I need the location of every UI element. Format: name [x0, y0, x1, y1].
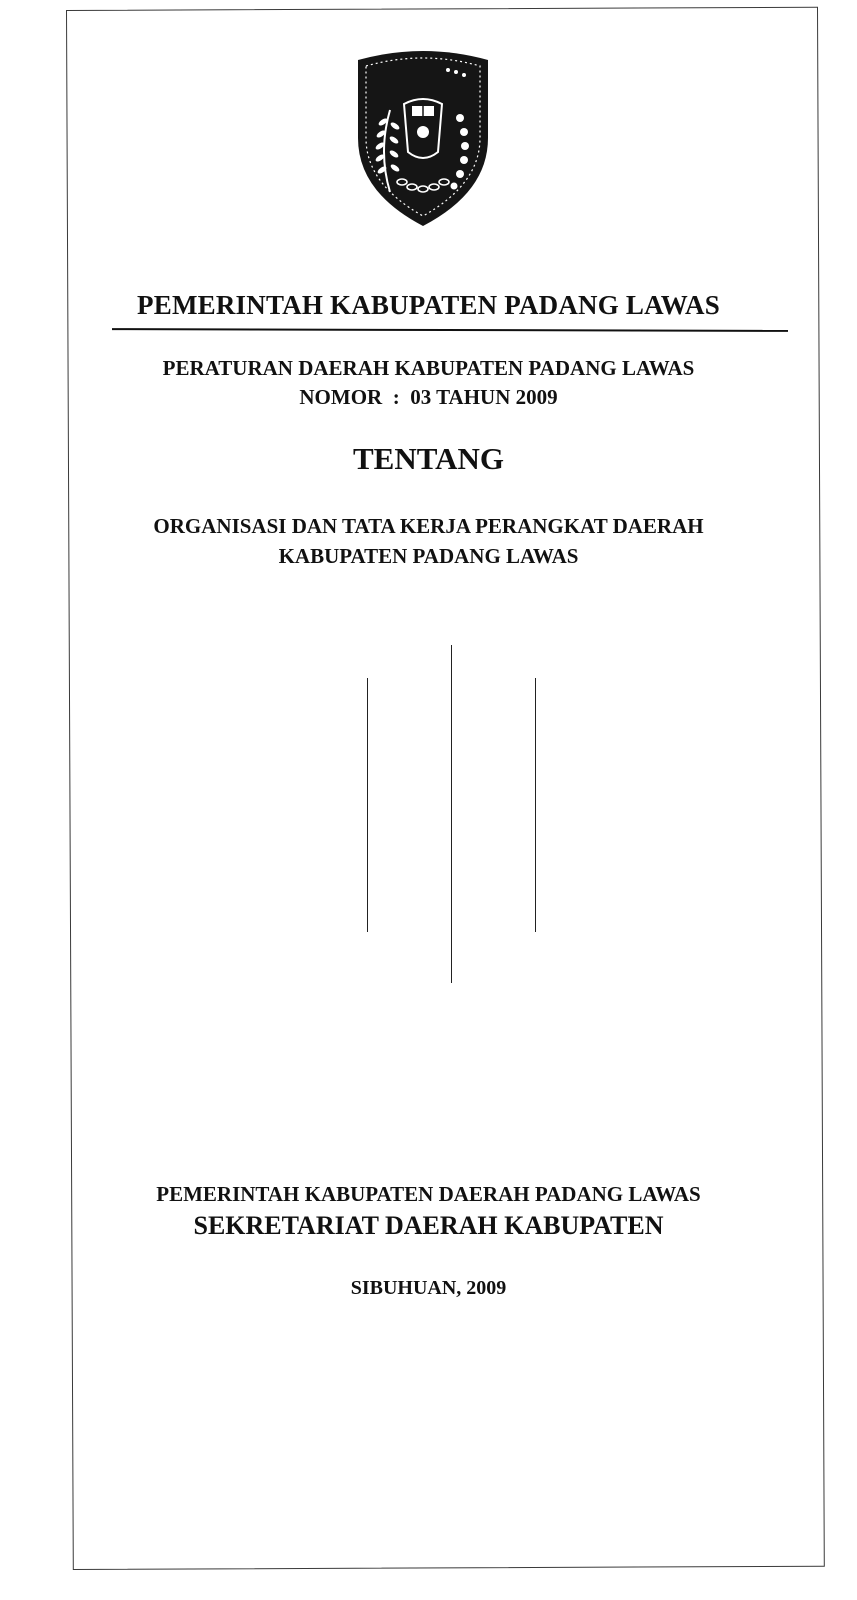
decorative-vertical-line-center [451, 645, 452, 983]
page-border [66, 7, 825, 1570]
issuer-line-2: SEKRETARIAT DAERAH KABUPATEN [193, 1211, 664, 1240]
place-and-year: SIBUHUAN, 2009 [350, 1277, 507, 1299]
subject-line-1: ORGANISASI DAN TATA KERJA PERANGKAT DAERAH [153, 514, 704, 538]
subject-line-2: KABUPATEN PADANG LAWAS [278, 544, 579, 568]
decorative-vertical-line-right [535, 678, 536, 932]
government-heading: PEMERINTAH KABUPATEN PADANG LAWAS [137, 290, 720, 320]
coat-of-arms-emblem [352, 42, 494, 228]
about-heading: TENTANG [352, 441, 504, 476]
decorative-vertical-line-left [367, 678, 368, 932]
issuer-line-1: PEMERINTAH KABUPATEN DAERAH PADANG LAWAS [156, 1182, 701, 1206]
regulation-title: PERATURAN DAERAH KABUPATEN PADANG LAWAS [162, 356, 695, 380]
regulation-number: NOMOR : 03 TAHUN 2009 [299, 385, 558, 409]
